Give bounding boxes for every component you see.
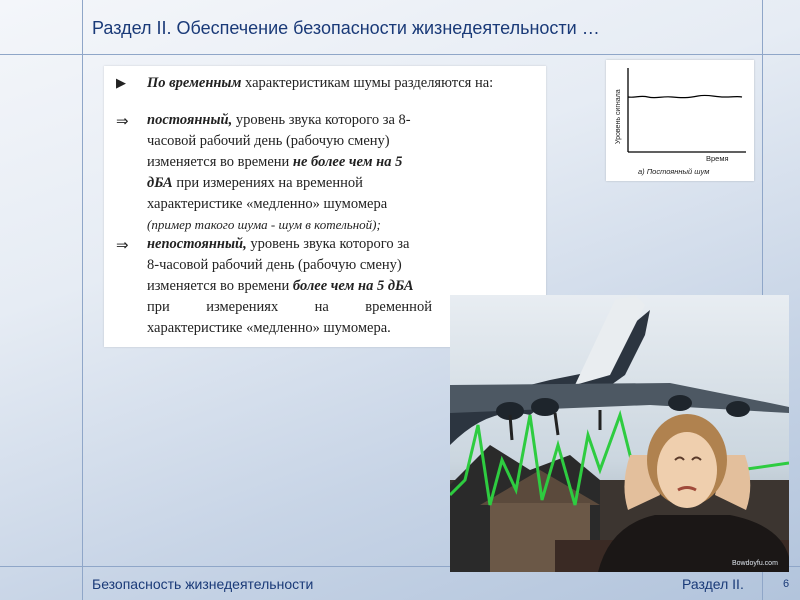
double-arrow-icon: ⇒ xyxy=(116,114,129,130)
constant-noise-graph xyxy=(606,60,754,181)
variable-line-3: изменяется во времени более чем на 5 дБА xyxy=(147,278,414,294)
page-number: 6 xyxy=(783,578,790,590)
constant-line-2: часовой рабочий день (рабочую смену) xyxy=(147,133,390,149)
photo-svg xyxy=(450,295,789,572)
variable-line-5: характеристике «медленно» шумомера. xyxy=(147,320,391,336)
constant-line-1: постоянный, уровень звука которого за 8- xyxy=(147,112,411,128)
constant-line-5: характеристике «медленно» шумомера xyxy=(147,196,388,212)
constant-line-4: дБА при измерениях на временной xyxy=(147,175,363,191)
airplane-noise-photo xyxy=(450,295,789,572)
divider-line xyxy=(82,0,83,600)
graph-signal-line xyxy=(628,95,742,97)
footer-course-title: Безопасность жизнедеятельности xyxy=(92,576,314,592)
variable-line-1: непостоянный, уровень звука которого за xyxy=(147,236,410,252)
constant-line-3: изменяется во времени не более чем на 5 xyxy=(147,154,403,170)
page-title: Раздел II. Обеспечение безопасности жизнедеятельности … xyxy=(92,18,600,38)
photo-watermark: Bowdoyfu.com xyxy=(732,560,778,567)
graph-caption: а) Постоянный шум xyxy=(638,167,710,176)
variable-line-2: 8-часовой рабочий день (рабочую смену) xyxy=(147,257,402,273)
double-arrow-icon: ⇒ xyxy=(116,238,129,254)
graph-ylabel: Уровень сигнала xyxy=(615,89,622,144)
lead-line: По временным характеристикам шумы разделяются на: xyxy=(147,75,494,91)
variable-line-4: при измерениях на временной xyxy=(147,299,432,315)
divider-line xyxy=(0,54,800,55)
graph-svg xyxy=(606,60,754,181)
bullet-arrow-icon: ▶ xyxy=(116,75,126,90)
footer-section: Раздел II. xyxy=(682,576,744,592)
graph-xlabel: Время xyxy=(706,154,729,163)
constant-example: (пример такого шума - шум в котельной); xyxy=(147,217,381,232)
